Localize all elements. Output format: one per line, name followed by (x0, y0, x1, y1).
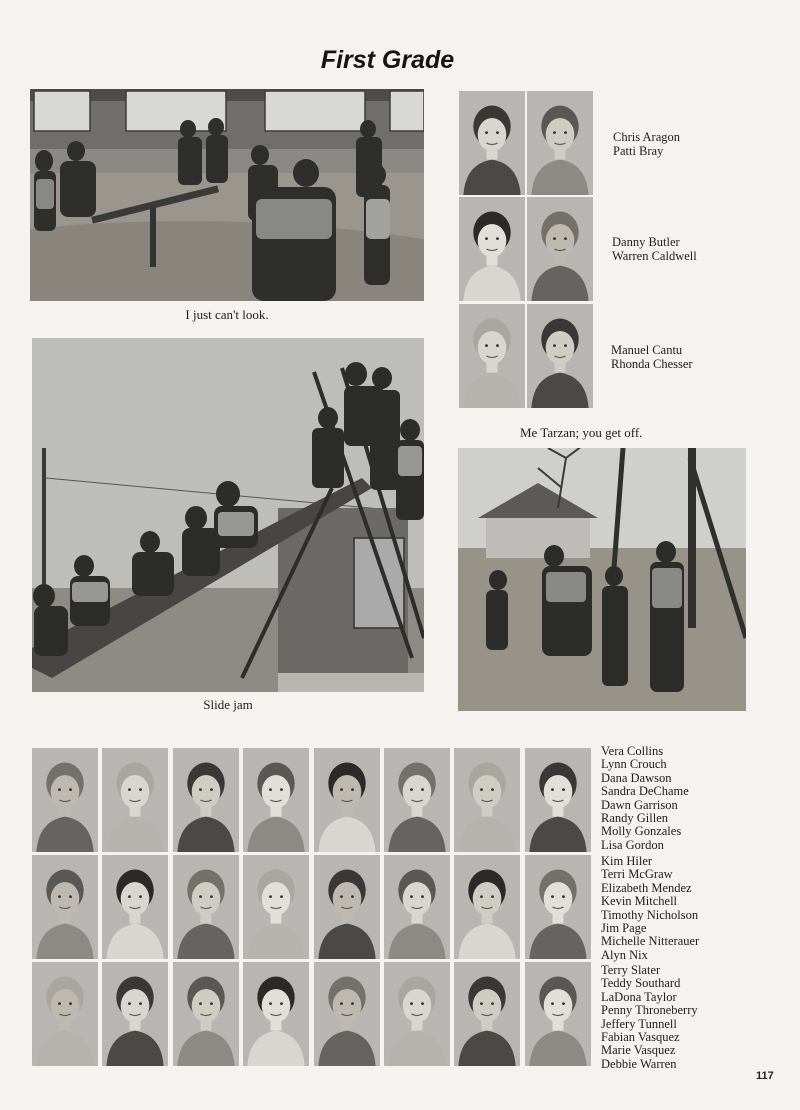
student-name: Chris Aragon (613, 130, 681, 144)
student-name: Danny Butler (612, 235, 680, 249)
student-portrait (173, 962, 239, 1066)
student-portrait (243, 962, 309, 1066)
page-number: 117 (756, 1070, 774, 1082)
student-name: Manuel Cantu (611, 343, 683, 357)
slide-photo (32, 338, 424, 692)
student-portrait (314, 962, 380, 1066)
student-name: Vera Collins (601, 744, 664, 758)
slide-caption: Slide jam (203, 697, 253, 712)
pair-names-1 (613, 130, 680, 158)
student-name: Jim Page (601, 921, 647, 936)
student-portrait (384, 855, 450, 959)
swing-photo (458, 448, 746, 711)
student-name: Alyn Nix (601, 947, 648, 962)
pair-names-3 (611, 343, 693, 371)
student-name: Teddy Southard (601, 976, 681, 991)
student-name: Michelle Nitterauer (601, 934, 700, 949)
student-portrait (527, 197, 593, 301)
student-name: Marie Vasquez (601, 1043, 676, 1058)
student-name: Randy Gillen (601, 811, 669, 826)
student-portrait (102, 748, 168, 852)
student-name: Kevin Mitchell (601, 894, 678, 909)
student-name: Terri McGraw (601, 867, 673, 882)
student-name: Dawn Garrison (601, 797, 678, 812)
student-portrait (32, 748, 98, 852)
student-portrait (173, 748, 239, 852)
student-portrait (314, 855, 380, 959)
row-names-2 (601, 855, 699, 962)
student-portrait (459, 197, 525, 301)
student-portrait (459, 304, 525, 408)
student-portrait (454, 855, 520, 959)
student-portrait (525, 748, 591, 852)
student-name: Sandra DeChame (601, 784, 689, 799)
student-portrait (173, 855, 239, 959)
student-portrait (32, 855, 98, 959)
student-portrait (527, 304, 593, 408)
row-names-1 (601, 745, 689, 852)
row-names-3 (601, 964, 698, 1071)
swing-caption: Me Tarzan; you get off. (520, 425, 643, 440)
student-name: Lisa Gordon (601, 837, 664, 852)
student-name: Timothy Nicholson (601, 907, 699, 922)
student-portrait (454, 748, 520, 852)
student-portrait (525, 962, 591, 1066)
pair-names-2 (612, 235, 697, 263)
student-name: Jeffery Tunnell (601, 1016, 677, 1031)
seesaw-caption: I just can't look. (185, 307, 269, 322)
seesaw-photo (30, 89, 424, 301)
student-name: Patti Bray (613, 144, 664, 158)
student-portrait (243, 855, 309, 959)
student-name: Debbie Warren (601, 1056, 677, 1071)
page-title: First Grade (320, 46, 455, 74)
student-name: Warren Caldwell (612, 249, 697, 263)
student-portrait (102, 962, 168, 1066)
student-name: LaDona Taylor (601, 989, 677, 1004)
student-name: Dana Dawson (601, 770, 672, 785)
student-name: Elizabeth Mendez (601, 880, 692, 895)
student-name: Fabian Vasquez (601, 1030, 680, 1045)
student-name: Rhonda Chesser (611, 357, 693, 371)
student-portrait (384, 962, 450, 1066)
student-portrait (459, 91, 525, 195)
student-name: Lynn Crouch (601, 757, 667, 772)
student-portrait (384, 748, 450, 852)
student-name: Kim Hiler (601, 854, 653, 868)
student-name: Molly Gonzales (601, 824, 682, 839)
student-portrait (32, 962, 98, 1066)
student-portrait (454, 962, 520, 1066)
student-portrait (527, 91, 593, 195)
student-portrait (102, 855, 168, 959)
student-portrait (243, 748, 309, 852)
student-portrait (525, 855, 591, 959)
student-name: Penny Throneberry (601, 1003, 698, 1018)
student-portrait (314, 748, 380, 852)
student-name: Terry Slater (601, 963, 661, 977)
